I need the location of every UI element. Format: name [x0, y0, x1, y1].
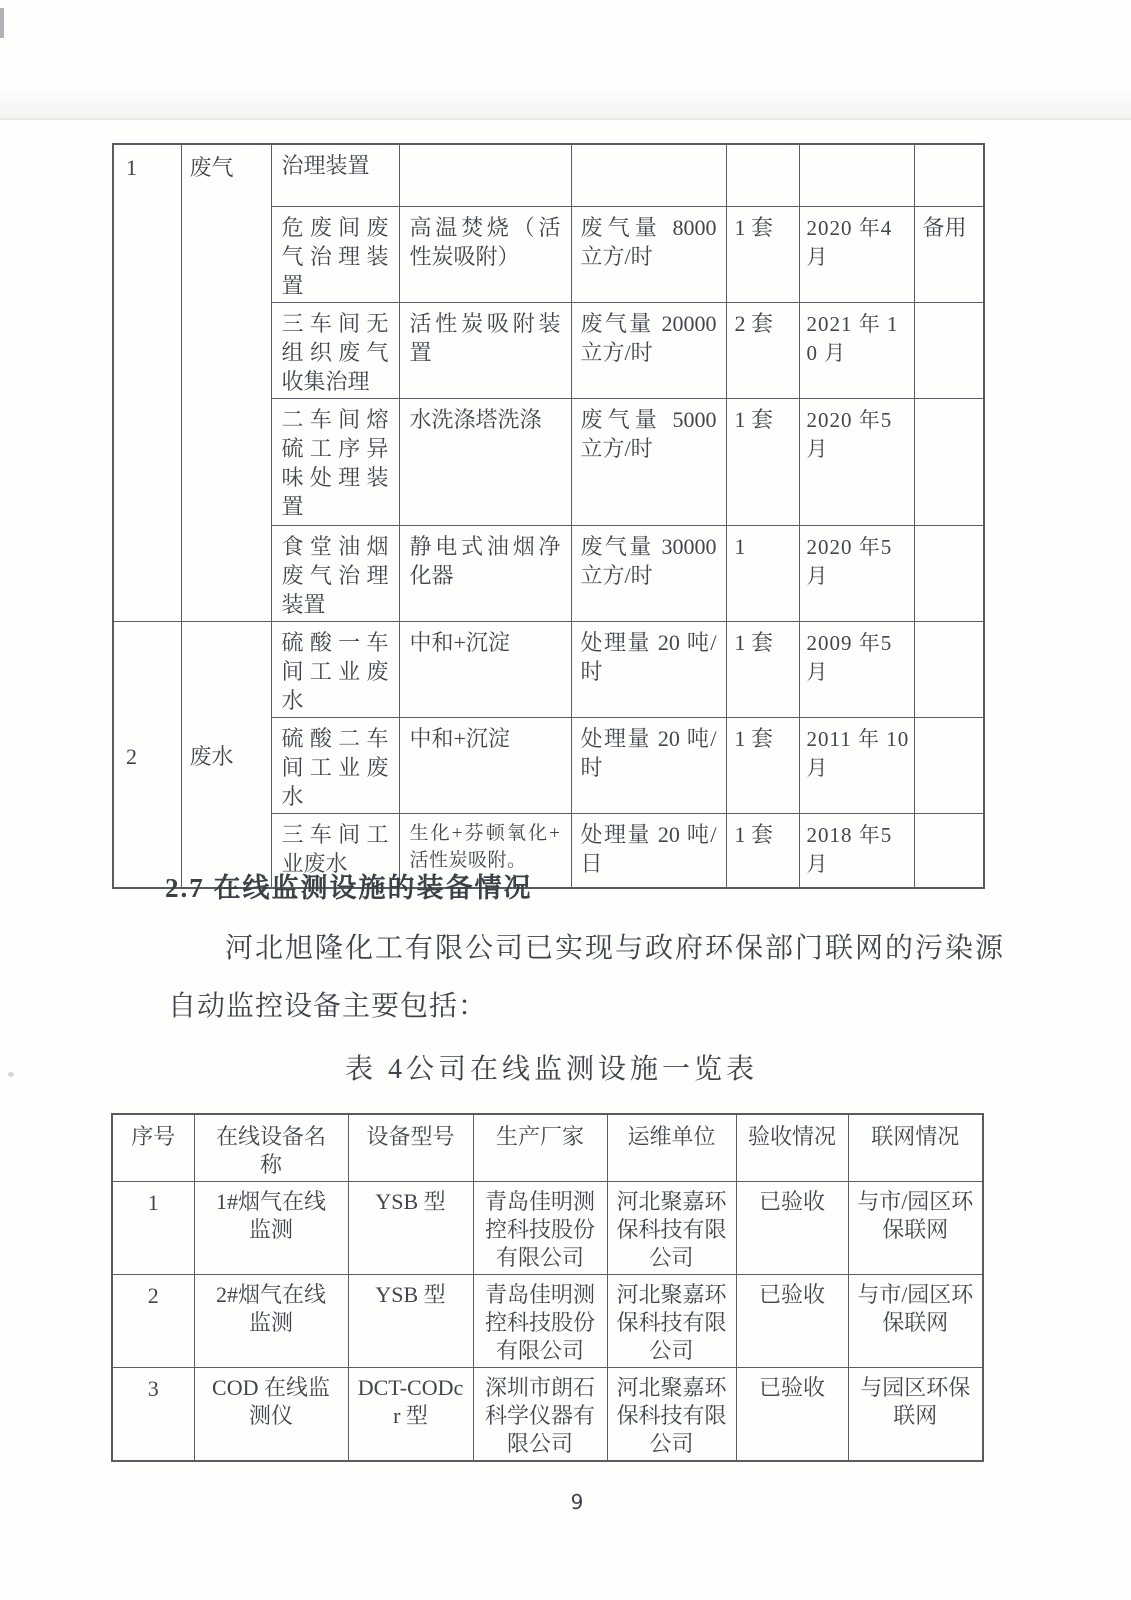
- remark-cell: [914, 813, 984, 888]
- operator-cell: 河北聚嘉环保科技有限公司: [607, 1275, 736, 1368]
- facility-name-cell: 三车间工业废水: [271, 813, 399, 888]
- category-cell: 废水: [181, 621, 271, 888]
- quantity-cell: 2 套: [726, 302, 799, 398]
- body-paragraph-line2: 自动监控设备主要包括：: [168, 991, 488, 1022]
- model-cell: DCT-CODcr 型: [348, 1368, 473, 1462]
- remark-cell: [914, 525, 984, 621]
- device-name-cell: 2#烟气在线监测: [194, 1275, 348, 1368]
- process-cell: 生化+芬顿氧化+活性炭吸附。: [399, 813, 571, 888]
- quantity-cell: 1 套: [726, 621, 799, 717]
- date-cell: [799, 144, 914, 206]
- remark-cell: [914, 398, 984, 525]
- scan-corner-mark: [0, 8, 4, 38]
- body-paragraph-line1: 河北旭隆化工有限公司已实现与政府环保部门联网的污染源: [225, 933, 1003, 964]
- table-header-row: [112, 1114, 983, 1182]
- manufacturer-cell: 青岛佳明测控科技股份有限公司: [473, 1275, 607, 1368]
- serial-cell: 2: [112, 1275, 194, 1368]
- model-cell: YSB 型: [348, 1182, 473, 1275]
- process-cell: 水洗涤塔洗涤: [399, 398, 571, 525]
- table-row: [113, 621, 984, 717]
- remark-cell: [914, 717, 984, 813]
- date-cell: 2021 年 10 月: [799, 302, 914, 398]
- networking-cell: 与园区环保联网: [848, 1368, 983, 1462]
- table-row: [113, 144, 984, 206]
- treatment-facilities-table: [112, 143, 985, 889]
- device-name-cell: 1#烟气在线监测: [194, 1182, 348, 1275]
- quantity-cell: 1 套: [726, 813, 799, 888]
- header-acceptance: 验收情况: [736, 1114, 848, 1182]
- process-cell: 静电式油烟净化器: [399, 525, 571, 621]
- date-cell: 2018 年5月: [799, 813, 914, 888]
- quantity-cell: 1: [726, 525, 799, 621]
- header-serial: 序号: [112, 1114, 194, 1182]
- facility-name-cell: 二车间熔硫工序异味处理装置: [271, 398, 399, 525]
- capacity-cell: 处理量 20 吨/时: [571, 621, 726, 717]
- capacity-cell: 处理量 20 吨/时: [571, 717, 726, 813]
- capacity-cell: 废气量 8000 立方/时: [571, 206, 726, 302]
- date-cell: 2011 年 10 月: [799, 717, 914, 813]
- model-cell: YSB 型: [348, 1275, 473, 1368]
- operator-cell: 河北聚嘉环保科技有限公司: [607, 1368, 736, 1462]
- acceptance-cell: 已验收: [736, 1182, 848, 1275]
- header-networking: 联网情况: [848, 1114, 983, 1182]
- remark-cell: [914, 302, 984, 398]
- remark-cell: [914, 144, 984, 206]
- facility-name-cell: 危废间废气治理装置: [271, 206, 399, 302]
- process-cell: 中和+沉淀: [399, 621, 571, 717]
- category-cell: 废气: [181, 144, 271, 621]
- table-row: [112, 1368, 983, 1462]
- table-row: [112, 1275, 983, 1368]
- capacity-cell: 废气量 5000 立方/时: [571, 398, 726, 525]
- process-cell: 活性炭吸附装置: [399, 302, 571, 398]
- process-cell: [399, 144, 571, 206]
- quantity-cell: 1 套: [726, 398, 799, 525]
- capacity-cell: 废气量 30000 立方/时: [571, 525, 726, 621]
- process-cell: 中和+沉淀: [399, 717, 571, 813]
- date-cell: 2020 年5月: [799, 525, 914, 621]
- quantity-cell: 1 套: [726, 206, 799, 302]
- manufacturer-cell: 青岛佳明测控科技股份有限公司: [473, 1182, 607, 1275]
- date-cell: 2020 年4月: [799, 206, 914, 302]
- serial-cell: 1: [113, 144, 181, 621]
- quantity-cell: [726, 144, 799, 206]
- online-monitoring-table: [111, 1113, 984, 1462]
- scan-fold-line: [0, 118, 1131, 120]
- scan-noise-band: [0, 84, 1131, 118]
- device-name-cell: COD 在线监测仪: [194, 1368, 348, 1462]
- facility-name-cell: 硫酸一车间工业废水: [271, 621, 399, 717]
- networking-cell: 与市/园区环保联网: [848, 1275, 983, 1368]
- page-number: 9: [570, 1490, 584, 1514]
- facility-name-cell: 三车间无组织废气收集治理: [271, 302, 399, 398]
- networking-cell: 与市/园区环保联网: [848, 1182, 983, 1275]
- header-device-name: 在线设备名称: [194, 1114, 348, 1182]
- facility-name-cell: 治理装置: [271, 144, 399, 206]
- date-cell: 2009 年5月: [799, 621, 914, 717]
- section-heading: 2.7 在线监测设施的装备情况: [165, 873, 533, 903]
- header-operator: 运维单位: [607, 1114, 736, 1182]
- acceptance-cell: 已验收: [736, 1368, 848, 1462]
- remark-cell: [914, 621, 984, 717]
- date-cell: 2020 年5月: [799, 398, 914, 525]
- capacity-cell: 废气量 20000 立方/时: [571, 302, 726, 398]
- header-manufacturer: 生产厂家: [473, 1114, 607, 1182]
- manufacturer-cell: 深圳市朗石科学仪器有限公司: [473, 1368, 607, 1462]
- quantity-cell: 1 套: [726, 717, 799, 813]
- serial-cell: 1: [112, 1182, 194, 1275]
- table-row: [112, 1182, 983, 1275]
- acceptance-cell: 已验收: [736, 1275, 848, 1368]
- serial-cell: 2: [113, 621, 181, 888]
- header-model: 设备型号: [348, 1114, 473, 1182]
- operator-cell: 河北聚嘉环保科技有限公司: [607, 1182, 736, 1275]
- facility-name-cell: 食堂油烟废气治理装置: [271, 525, 399, 621]
- table4-caption: 表 4公司在线监测设施一览表: [345, 1054, 759, 1085]
- capacity-cell: 处理量 20 吨/日: [571, 813, 726, 888]
- serial-cell: 3: [112, 1368, 194, 1462]
- remark-cell: 备用: [914, 206, 984, 302]
- facility-name-cell: 硫酸二车间工业废水: [271, 717, 399, 813]
- process-cell: 高温焚烧（活性炭吸附）: [399, 206, 571, 302]
- capacity-cell: [571, 144, 726, 206]
- scan-speck: [8, 1072, 14, 1077]
